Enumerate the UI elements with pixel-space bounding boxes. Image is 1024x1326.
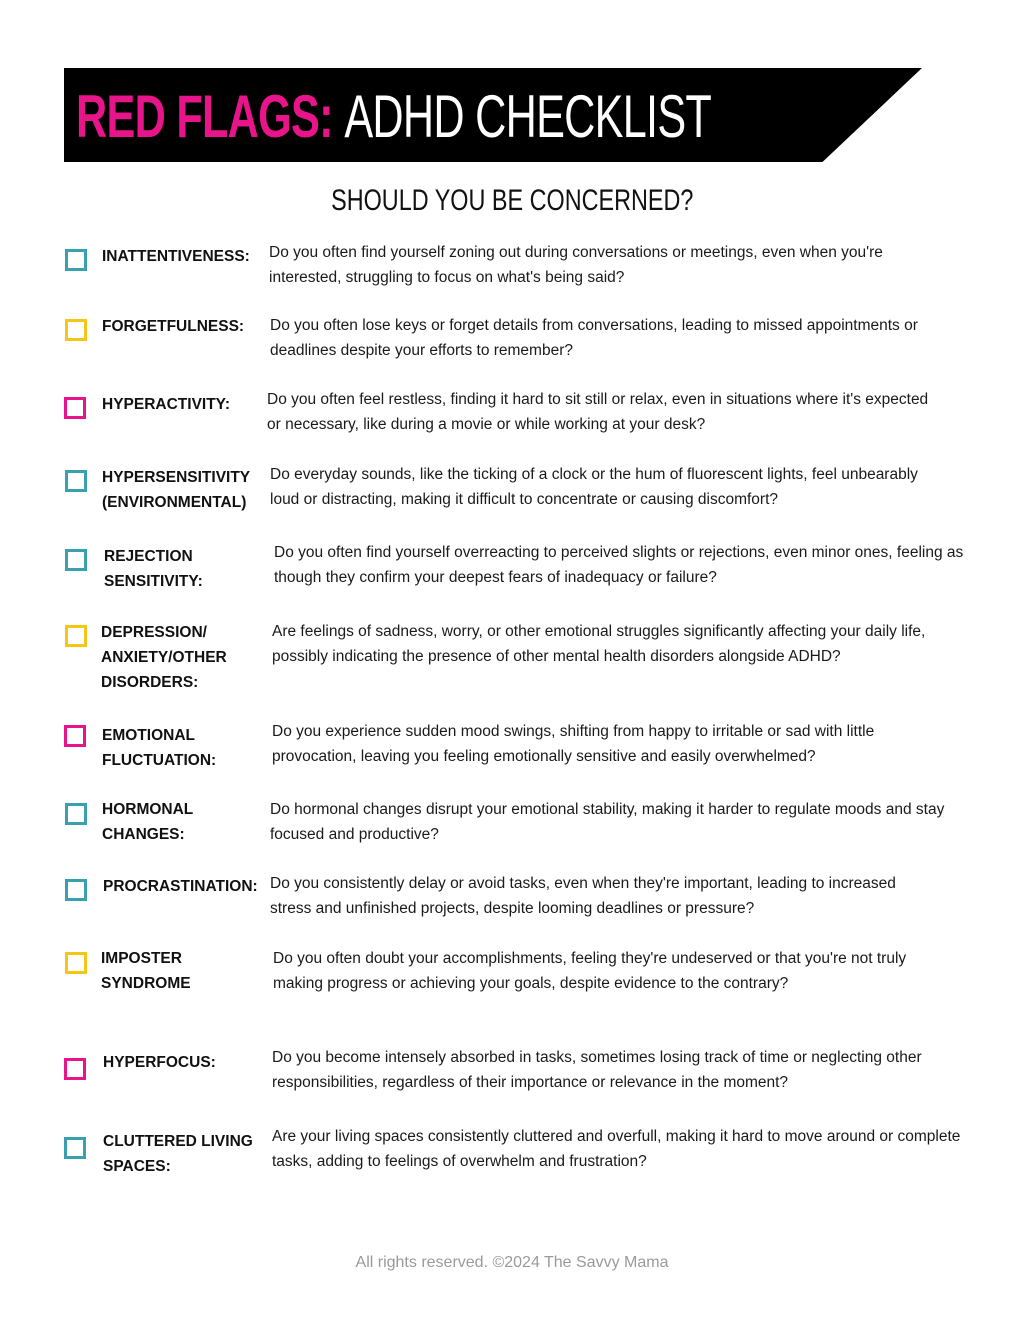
item-label: PROCRASTINATION: xyxy=(103,878,258,895)
item-label: CLUTTERED LIVING SPACES: xyxy=(103,1133,253,1175)
item-description: Are feelings of sadness, worry, or other emotional struggles significantly affecting your daily life, possibly indicating the presence of other mental health disorders alongside ADHD? xyxy=(272,623,926,665)
item-description: Do you consistently delay or avoid tasks, even when they're important, leading to increased stress and unfinished projects, despite looming deadlines or pressure? xyxy=(270,875,896,917)
item-description: Do you often feel restless, finding it hard to sit still or relax, even in situations where it's expected or necessary, like during a movie or while working at your desk? xyxy=(267,391,929,433)
item-description: Do you often lose keys or forget details from conversations, leading to missed appointments or deadlines despite your efforts to remember? xyxy=(270,317,918,359)
subtitle-text: SHOULD YOU BE CONCERNED? xyxy=(330,184,694,217)
item-label: REJECTION SENSITIVITY: xyxy=(104,548,203,590)
checkbox[interactable] xyxy=(65,249,87,271)
item-label: HYPERFOCUS: xyxy=(103,1054,216,1071)
item-label: IMPOSTER SYNDROME xyxy=(101,950,191,992)
item-description: Do you become intensely absorbed in tasks, sometimes losing track of time or neglecting other responsibilities, regardless of their importance or relevance in the moment? xyxy=(272,1049,922,1091)
checkbox[interactable] xyxy=(65,803,87,825)
checkbox[interactable] xyxy=(65,625,87,647)
checkbox[interactable] xyxy=(65,549,87,571)
item-label: FORGETFULNESS: xyxy=(102,318,245,335)
item-description: Do hormonal changes disrupt your emotional stability, making it harder to regulate moods and stay focused and productive? xyxy=(270,801,945,843)
page-subtitle xyxy=(0,184,1024,218)
checkbox[interactable] xyxy=(64,1058,86,1080)
item-description: Do everyday sounds, like the ticking of a clock or the hum of fluorescent lights, feel unbearably loud or distracting, making it difficult to concentrate or causing discomfort? xyxy=(270,466,918,508)
checkbox[interactable] xyxy=(64,725,86,747)
item-label: INATTENTIVENESS: xyxy=(102,248,250,265)
item-description: Do you often find yourself overreacting to perceived slights or rejections, even minor ones, feeling as though they confirm your deepest fears of inadequacy or failure? xyxy=(274,544,964,586)
item-description: Are your living spaces consistently cluttered and overfull, making it hard to move around or complete tasks, adding to feelings of overwhelm and frustration? xyxy=(272,1128,961,1170)
checkbox[interactable] xyxy=(65,879,87,901)
checkbox[interactable] xyxy=(65,952,87,974)
checkbox[interactable] xyxy=(65,319,87,341)
item-label: EMOTIONAL FLUCTUATION: xyxy=(102,727,217,769)
checkbox[interactable] xyxy=(65,470,87,492)
title-accent: RED FLAGS: xyxy=(76,82,333,150)
footer-copyright: All rights reserved. ©2024 The Savvy Mama xyxy=(355,1254,669,1271)
checkbox[interactable] xyxy=(64,1137,86,1159)
item-label: HYPERACTIVITY: xyxy=(102,396,231,413)
page-title xyxy=(76,74,711,158)
checkbox[interactable] xyxy=(64,397,86,419)
item-label: HORMONAL CHANGES: xyxy=(102,801,193,843)
item-label: DEPRESSION/ ANXIETY/OTHER DISORDERS: xyxy=(101,624,227,691)
item-label: HYPERSENSITIVITY (ENVIRONMENTAL) xyxy=(102,469,250,511)
title-main: ADHD CHECKLIST xyxy=(344,82,712,150)
item-description: Do you often find yourself zoning out during conversations or meetings, even when you're interested, struggling to focus on what's being said? xyxy=(269,244,883,286)
item-description: Do you often doubt your accomplishments, feeling they're undeserved or that you're not truly making progress or achieving your goals, despite evidence to the contrary? xyxy=(273,950,907,992)
item-description: Do you experience sudden mood swings, shifting from happy to irritable or sad with little provocation, leaving you feeling emotionally sensitive and easily overwhelmed? xyxy=(272,723,875,765)
